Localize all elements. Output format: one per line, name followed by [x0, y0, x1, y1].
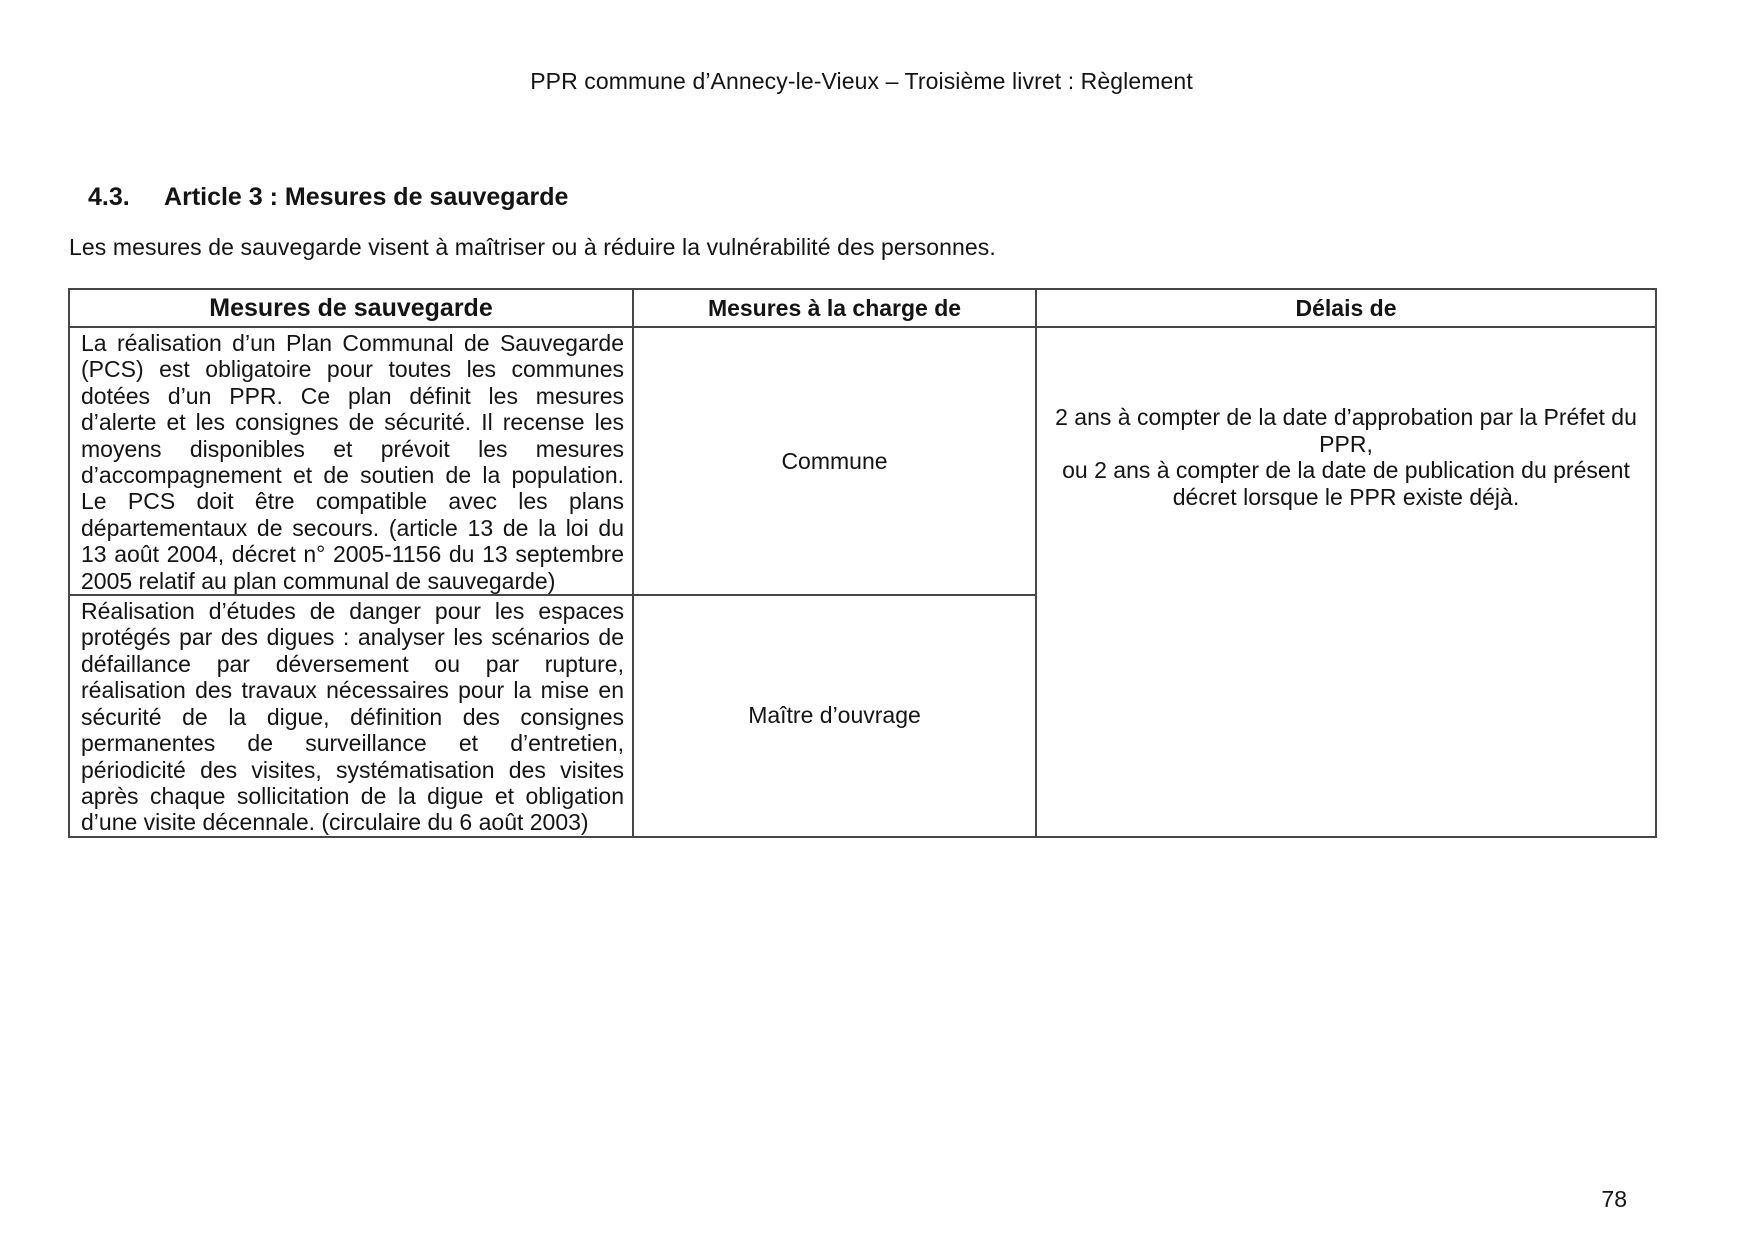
- delais-line: 2 ans à compter de la date d’approbation par la Préfet du: [1055, 404, 1637, 430]
- column-header-mesures: Mesures de sauvegarde: [69, 289, 633, 327]
- cell-delais: [1036, 327, 1656, 837]
- section-title: Article 3 : Mesures de sauvegarde: [164, 183, 569, 211]
- table-header-row: [69, 289, 1656, 327]
- cell-mesure-digues: Réalisation d’études de danger pour les espaces protégés par des digues : analyser les scénarios de défaillance par déversement ou par rupture, réalisation des travaux nécessaires pour la mise en sécurité de la digue, définition des consignes permanentes de surveillance et d’entretien, périodicité des visites, systématisation des visites après chaque sollicitation de la digue et obligation d’une visite décennale. (circulaire du 6 août 2003): [69, 595, 633, 837]
- table-row: [69, 327, 1656, 595]
- column-header-charge: Mesures à la charge de: [633, 289, 1036, 327]
- cell-charge-maitre-ouvrage: Maître d’ouvrage: [633, 595, 1036, 837]
- running-header: PPR commune d’Annecy-le-Vieux – Troisième livret : Règlement: [530, 68, 1193, 94]
- delais-line: ou 2 ans à compter de la date de publication du présent: [1062, 457, 1630, 483]
- cell-mesure-pcs: La réalisation d’un Plan Communal de Sauvegarde (PCS) est obligatoire pour toutes les communes dotées d’un PPR. Ce plan définit les mesures d’alerte et les consignes de sécurité. Il recense les moyens disponibles et prévoit les mesures d’accompagnement et de soutien de la population. Le PCS doit être compatible avec les plans départementaux de secours. (article 13 de la loi du 13 août 2004, décret n° 2005-1156 du 13 septembre 2005 relatif au plan communal de sauvegarde): [69, 327, 633, 595]
- intro-paragraph: Les mesures de sauvegarde visent à maîtriser ou à réduire la vulnérabilité des personnes.: [69, 234, 996, 260]
- delais-line: décret lorsque le PPR existe déjà.: [1172, 483, 1520, 510]
- page-number: 78: [1601, 1186, 1627, 1212]
- measures-table: [68, 288, 1657, 838]
- section-number: 4.3.: [88, 183, 130, 211]
- column-header-delais: Délais de: [1036, 289, 1656, 327]
- cell-charge-commune: Commune: [633, 327, 1036, 595]
- delais-line: PPR,: [1319, 430, 1373, 457]
- section-heading: [88, 183, 568, 212]
